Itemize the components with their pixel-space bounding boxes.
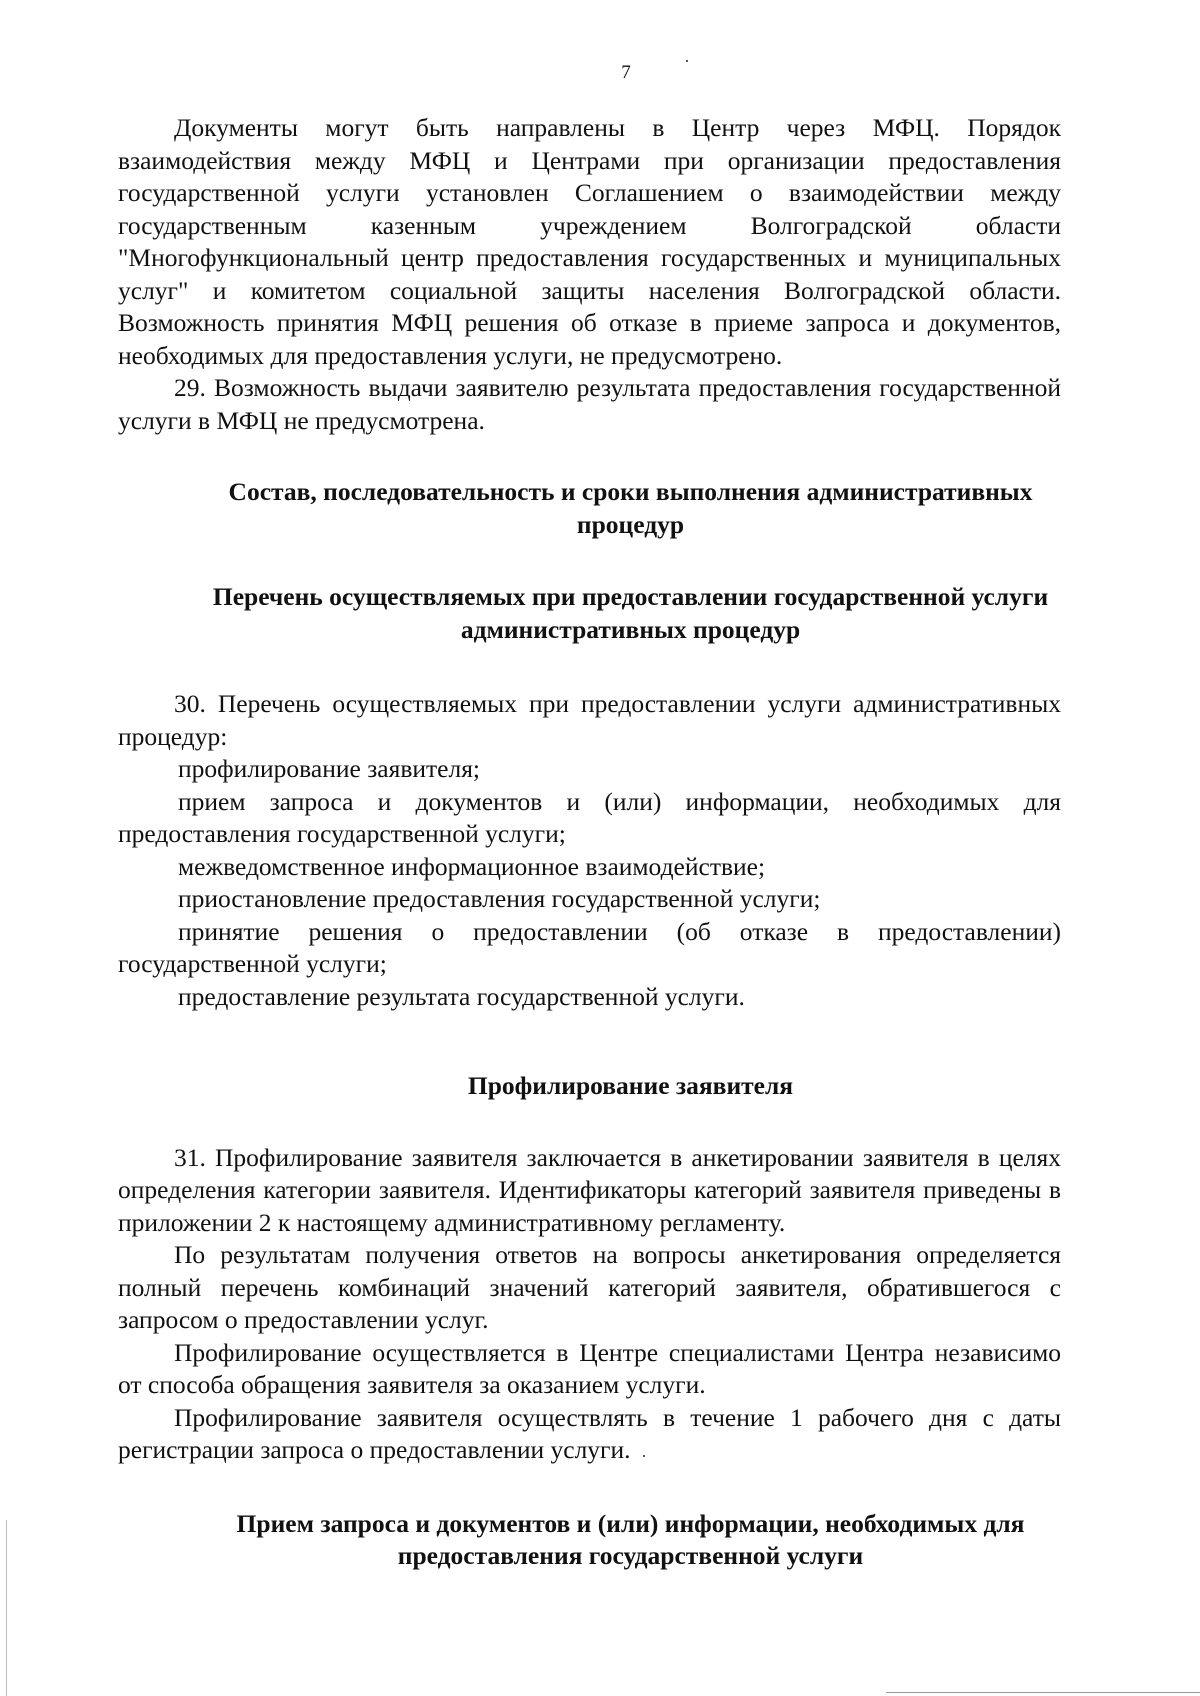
procedure-item: предоставление результата государственной услуги. (178, 981, 745, 1011)
scan-dot (643, 1455, 645, 1457)
paragraph-31: 31. Профилирование заявителя заключается в анкетировании заявителя в целях определения категории заявителя. Идентификаторы категорий заявителя приведены в приложении 2 к настоящему административному регламенту. (118, 1142, 1061, 1237)
procedure-item: прием запроса и документов и (или) информации, необходимых для предоставления государственной услуги; (118, 786, 1061, 848)
scan-edge-line (6, 1520, 7, 1696)
procedure-item: межведомственное информационное взаимодействие; (178, 851, 766, 881)
procedure-item: принятие решения о предоставлении (об отказе в предоставлении) государственной услуги; (118, 916, 1061, 978)
procedure-item: приостановление предоставления государственной услуги; (178, 884, 821, 913)
section-heading-procedures: Состав, последовательность и сроки выполнения административных процедур (228, 477, 1033, 539)
scan-edge-line (886, 1692, 1200, 1693)
document-body (118, 112, 1061, 1573)
paragraph-31-center: Профилирование осуществляется в Центре специалистами Центра независимо от способа обращения заявителя за оказанием услуги. (118, 1337, 1061, 1399)
page-number: 7 (621, 62, 631, 83)
paragraph-documents-mfc: Документы могут быть направлены в Центр через МФЦ. Порядок взаимодействия между МФЦ и Центрами при организации предоставления государственной услуги установлен Соглашением о взаимодействии между государственным казенным учреждением Волгоградской области "Многофункциональный центр предоставления государственных и муниципальных услуг" и комитетом социальной защиты населения Волгоградской области. Возможность принятия МФЦ решения об отказе в приеме запроса и документов, необходимых для предоставления услуги, не предусмотрено. (118, 113, 1061, 370)
scan-dot (686, 60, 688, 62)
paragraph-31-deadline: Профилирование заявителя осуществлять в течение 1 рабочего дня с даты регистрации запроса о предоставлении услуги. (118, 1402, 1061, 1464)
paragraph-30: 30. Перечень осуществляемых при предоставлении услуги административных процедур: (118, 689, 1061, 751)
subsection-heading-request-intake: Прием запроса и документов и (или) информации, необходимых для предоставления государственной услуги (236, 1508, 1025, 1570)
paragraph-31-answers: По результатам получения ответов на вопросы анкетирования определяется полный перечень комбинаций значений категорий заявителя, обратившегося с запросом о предоставлении услуг. (118, 1240, 1061, 1334)
subsection-heading-procedure-list: Перечень осуществляемых при предоставлении государственной услуги административных процедур (212, 582, 1049, 644)
paragraph-29: 29. Возможность выдачи заявителю результата предоставления государственной услуги в МФЦ не предусмотрена. (118, 373, 1061, 435)
procedure-item: профилирование заявителя; (178, 754, 481, 783)
subsection-heading-profiling: Профилирование заявителя (467, 1071, 794, 1100)
